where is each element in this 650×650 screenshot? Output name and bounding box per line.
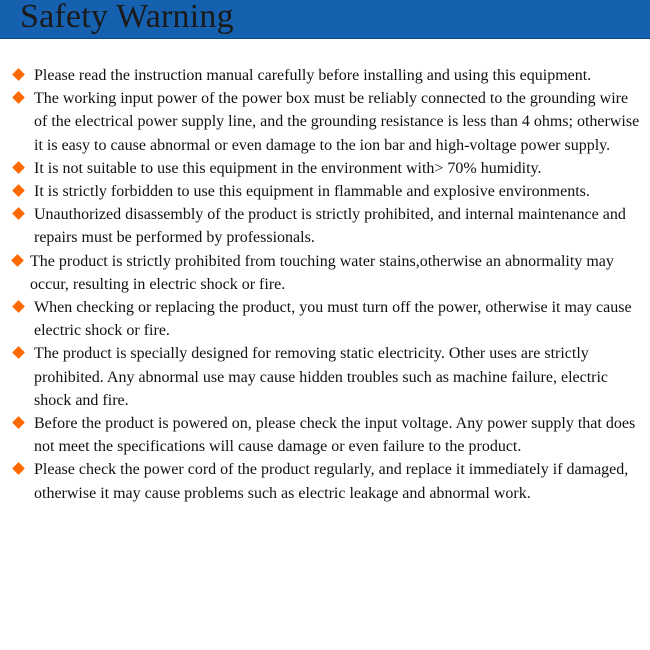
page-title: Safety Warning <box>20 0 234 35</box>
warning-text: Please check the power cord of the product regularly, and replace it immediately if damaged, otherwise it may cause problems such as electric leakage and abnormal work. <box>34 461 629 502</box>
warning-item <box>12 296 642 342</box>
warning-item <box>12 203 642 249</box>
diamond-bullet-icon <box>12 416 25 429</box>
warning-item <box>12 342 642 412</box>
warning-item <box>12 64 642 87</box>
warning-text: The product is strictly prohibited from touching water stains,otherwise an abnormality may occur, resulting in electric shock or fire. <box>30 252 614 293</box>
diamond-bullet-icon <box>12 347 25 360</box>
warning-text: Before the product is powered on, please check the input voltage. Any power supply that does not meet the specifications will cause damage or even failure to the product. <box>34 415 636 456</box>
warning-item <box>12 250 642 296</box>
diamond-bullet-icon <box>12 207 25 220</box>
warning-text: Unauthorized disassembly of the product is strictly prohibited, and internal maintenance and repairs must be performed by professionals. <box>34 206 626 247</box>
safety-warning-list <box>12 64 642 505</box>
warning-item <box>12 87 642 157</box>
diamond-bullet-icon <box>12 91 25 104</box>
warning-text: When checking or replacing the product, you must turn off the power, otherwise it may cause electric shock or fire. <box>34 299 632 340</box>
warning-text: The working input power of the power box must be reliably connected to the grounding wire of the electrical power supply line, and the grounding resistance is less than 4 ohms; otherwise it is easy to cause abnormal or even damage to the ion bar and high-voltage power supply. <box>34 90 640 154</box>
warning-item <box>12 157 642 180</box>
diamond-bullet-icon <box>12 300 25 313</box>
diamond-bullet-icon <box>12 463 25 476</box>
warning-item <box>12 412 642 458</box>
warning-text: The product is specially designed for removing static electricity. Other uses are strictly prohibited. Any abnormal use may cause hidden troubles such as machine failure, electric shock and fire. <box>34 345 609 409</box>
diamond-bullet-icon <box>12 161 25 174</box>
diamond-bullet-icon <box>11 254 24 267</box>
warning-text: It is strictly forbidden to use this equipment in flammable and explosive environments. <box>34 183 590 201</box>
diamond-bullet-icon <box>12 68 25 81</box>
warning-text: Please read the instruction manual carefully before installing and using this equipment. <box>34 67 592 84</box>
header-bar <box>0 0 650 39</box>
diamond-bullet-icon <box>12 184 25 197</box>
warning-item <box>12 180 642 203</box>
warning-item <box>12 458 642 504</box>
warning-text: It is not suitable to use this equipment in the environment with> 70% humidity. <box>34 159 542 177</box>
